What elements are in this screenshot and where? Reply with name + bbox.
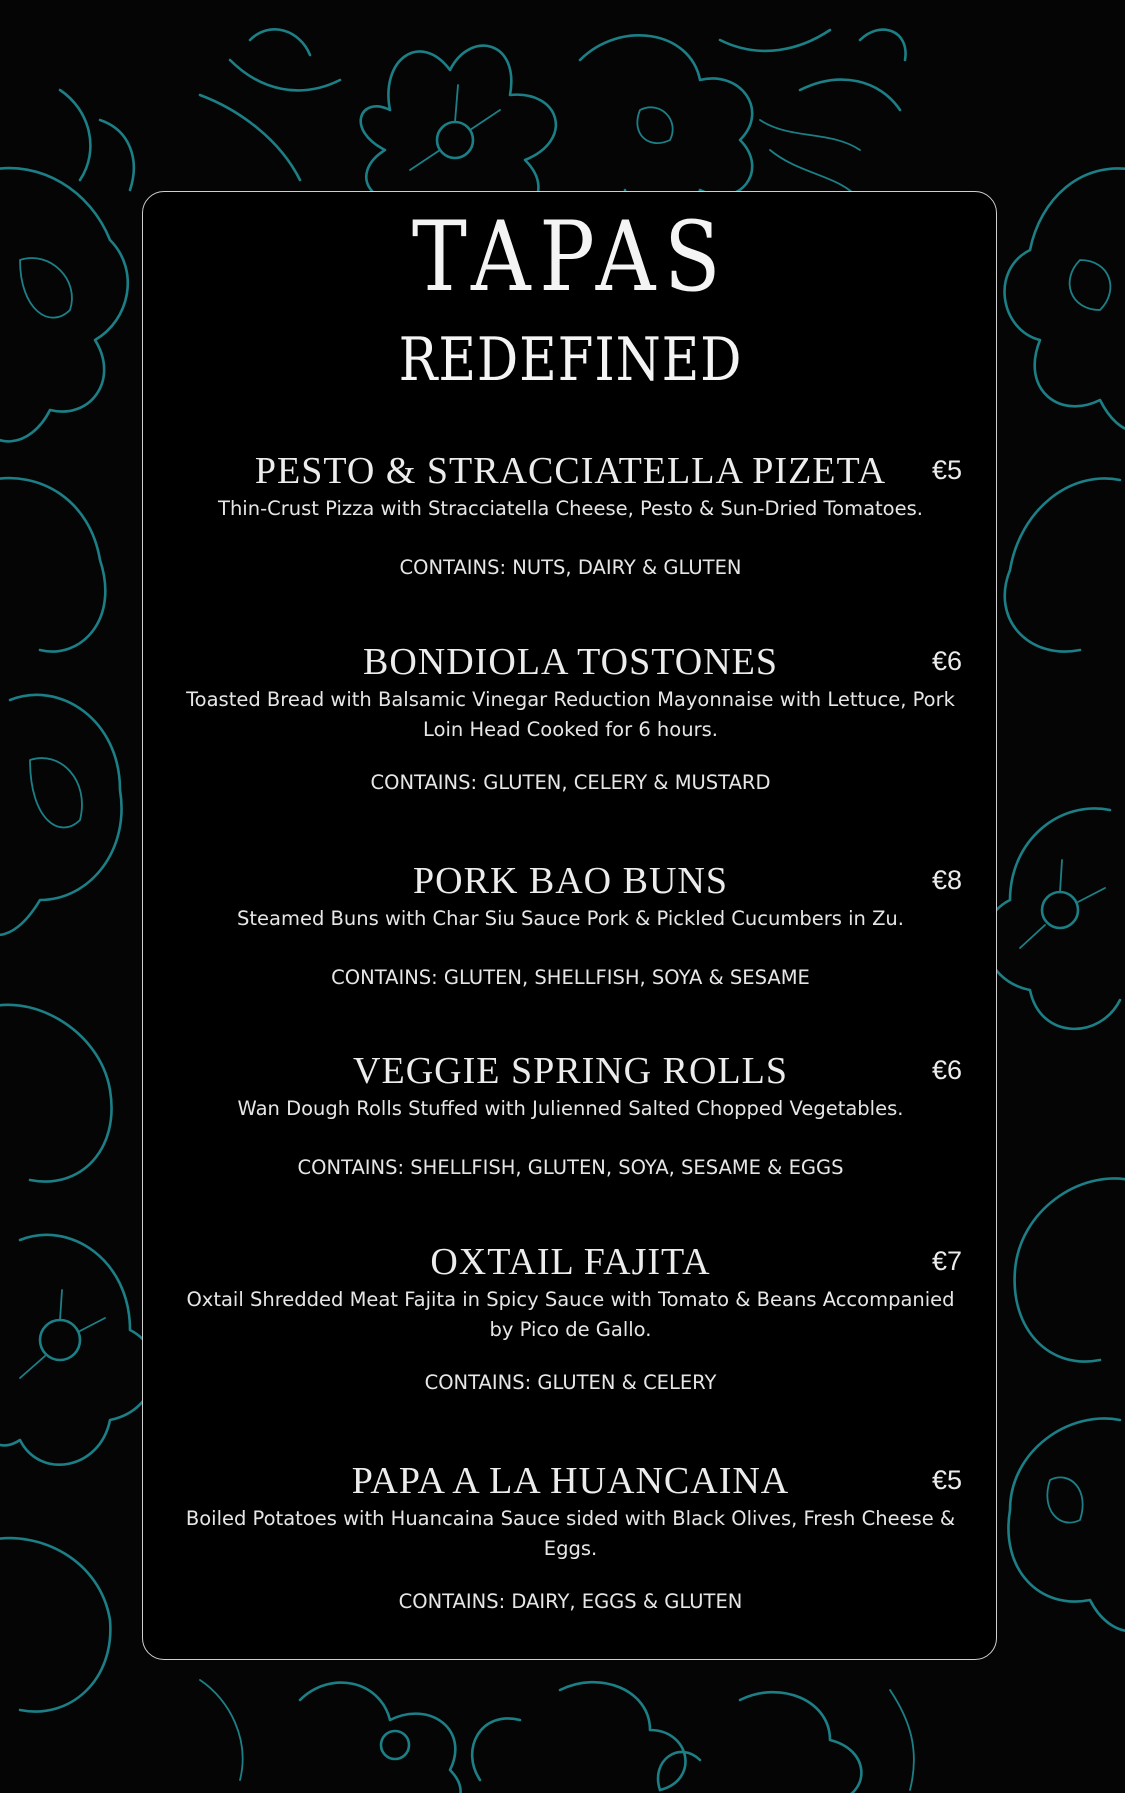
- menu-item-price: €5: [931, 1465, 962, 1495]
- menu-subtitle: REDEFINED: [398, 325, 743, 395]
- menu-item-name: VEGGIE SPRING ROLLS: [353, 1050, 788, 1092]
- menu-item-name: OXTAIL FAJITA: [430, 1241, 711, 1283]
- menu-item-price: €6: [931, 1055, 962, 1085]
- menu-item-allergens: CONTAINS: SHELLFISH, GLUTEN, SOYA, SESAME & EGGS: [297, 1156, 844, 1179]
- menu-card: [142, 191, 997, 1660]
- menu-item-name: PAPA A LA HUANCAINA: [351, 1460, 790, 1502]
- menu-item-price: €7: [931, 1246, 962, 1276]
- menu-item-allergens: CONTAINS: GLUTEN & CELERY: [424, 1371, 717, 1394]
- floral-bottom: [200, 1680, 914, 1793]
- menu-item-description: Steamed Buns with Char Siu Sauce Pork & Pickled Cucumbers in Zu.: [236, 907, 904, 930]
- menu-item-name: PESTO & STRACCIATELLA PIZETA: [254, 450, 887, 492]
- floral-right-side: [985, 168, 1125, 1631]
- menu-item-price: €5: [931, 455, 962, 485]
- menu-item-allergens: CONTAINS: NUTS, DAIRY & GLUTEN: [399, 556, 742, 579]
- menu-item-name: PORK BAO BUNS: [413, 860, 728, 902]
- floral-left-side: [0, 90, 155, 1712]
- menu-item-description: Thin-Crust Pizza with Stracciatella Cheese, Pesto & Sun-Dried Tomatoes.: [218, 497, 923, 520]
- menu-item-allergens: CONTAINS: GLUTEN, CELERY & MUSTARD: [370, 771, 771, 794]
- menu-item-allergens: CONTAINS: DAIRY, EGGS & GLUTEN: [398, 1590, 743, 1613]
- menu-item-description: Oxtail Shredded Meat Fajita in Spicy Sauce with Tomato & Beans Accompanied by Pico de Gallo.: [186, 1288, 955, 1341]
- menu-item-price: €6: [931, 646, 962, 676]
- menu-item-description: Wan Dough Rolls Stuffed with Julienned Salted Chopped Vegetables.: [237, 1097, 904, 1120]
- menu-item-price: €8: [931, 865, 962, 895]
- menu-item-description: Toasted Bread with Balsamic Vinegar Reduction Mayonnaise with Lettuce, Pork Loin Head Cooked for 6 hours.: [186, 688, 955, 741]
- menu-title: TAPAS: [411, 201, 730, 313]
- menu-item-name: BONDIOLA TOSTONES: [363, 641, 778, 683]
- menu-item-description: Boiled Potatoes with Huancaina Sauce sided with Black Olives, Fresh Cheese & Eggs.: [185, 1507, 956, 1560]
- menu-item-allergens: CONTAINS: GLUTEN, SHELLFISH, SOYA & SESAME: [331, 966, 810, 989]
